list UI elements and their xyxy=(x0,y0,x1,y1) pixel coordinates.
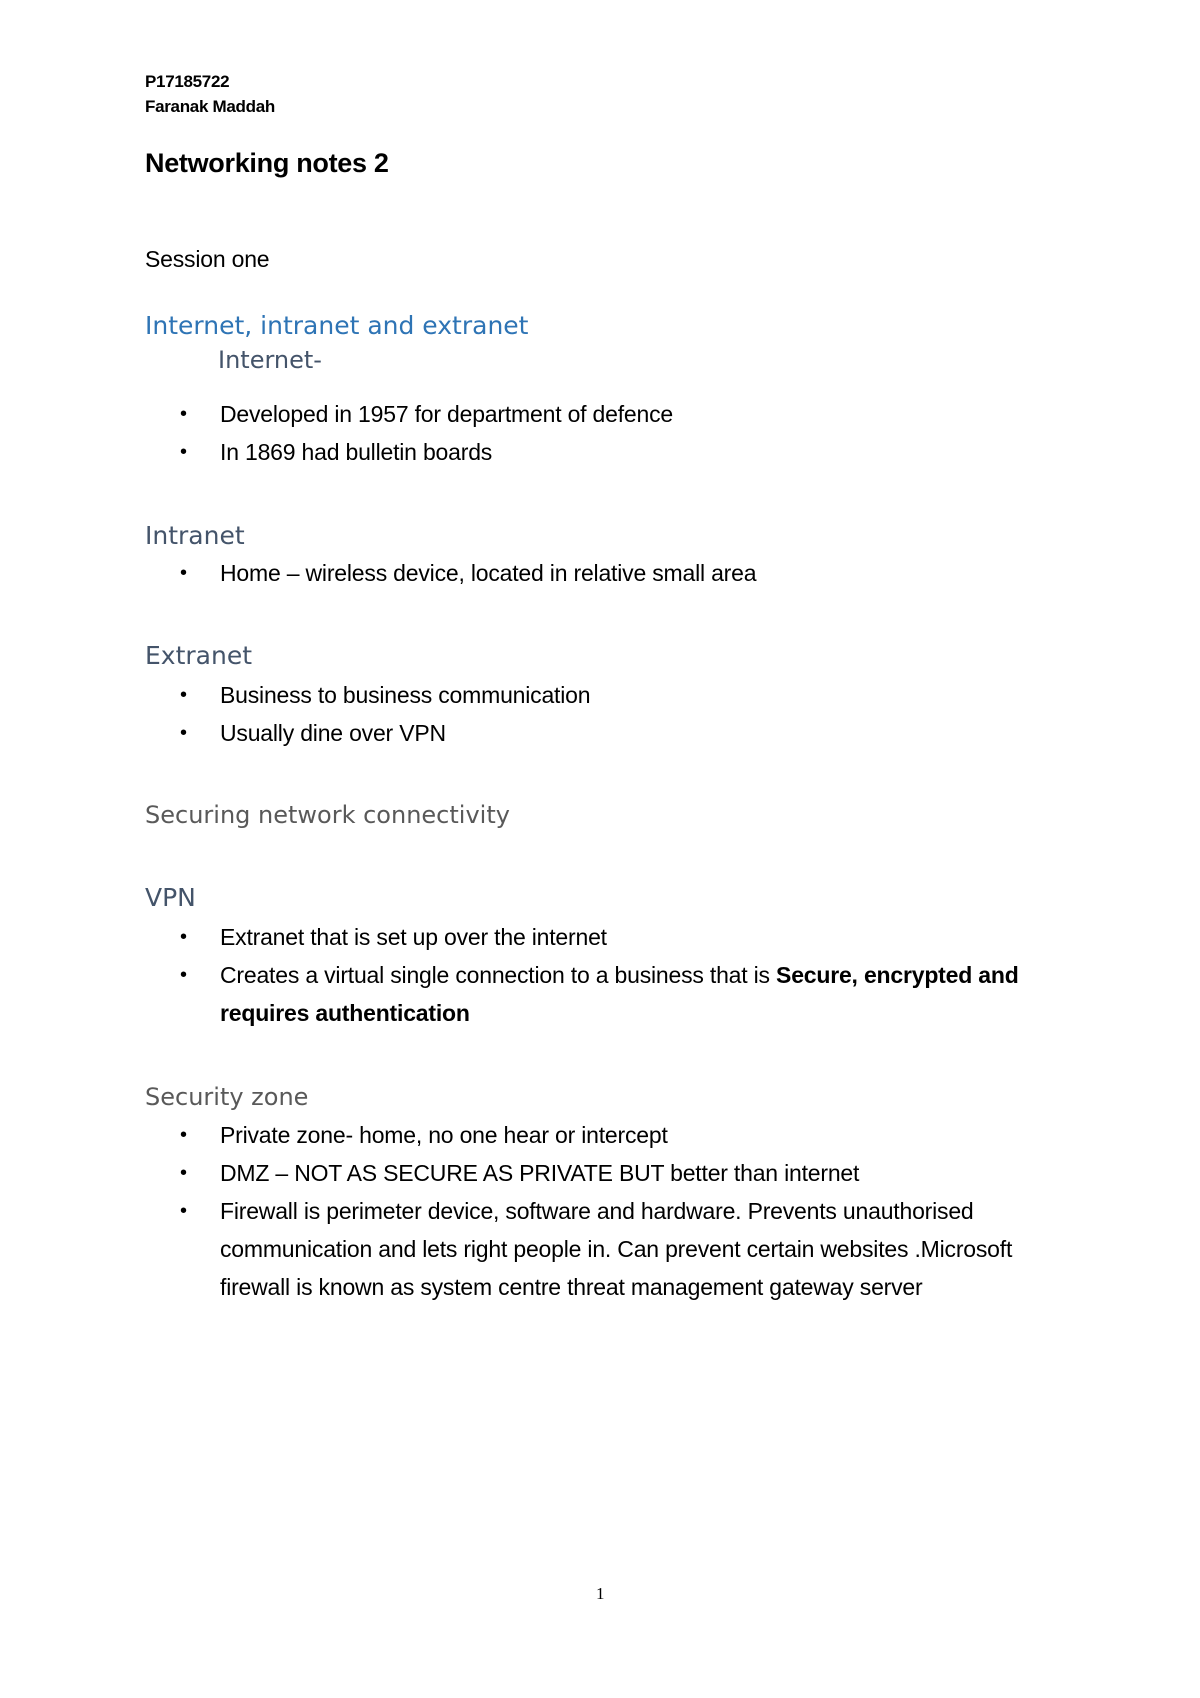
vpn-text-bold: Secure, encrypted and requires authentication xyxy=(220,962,1019,1026)
list-item-text: Extranet that is set up over the internet xyxy=(220,924,607,950)
heading-internet-intranet-extranet: Internet, intranet and extranet xyxy=(145,311,529,340)
session-label: Session one xyxy=(145,246,270,272)
list-item xyxy=(180,956,1060,1032)
list-item-text: DMZ – NOT AS SECURE AS PRIVATE BUT better than internet xyxy=(220,1160,860,1186)
list-item xyxy=(180,1154,1060,1192)
bullet-icon: • xyxy=(180,926,187,948)
list-item-text xyxy=(220,956,1060,1032)
list-item xyxy=(180,918,1060,956)
list-item xyxy=(180,1192,1060,1306)
heading-intranet: Intranet xyxy=(145,521,245,550)
bullet-icon: • xyxy=(180,441,187,463)
heading-security-zone: Security zone xyxy=(145,1083,309,1111)
student-id: P17185722 xyxy=(145,72,230,91)
list-item-text: Usually dine over VPN xyxy=(220,720,446,746)
heading-securing-network-connectivity: Securing network connectivity xyxy=(145,801,510,829)
list-item xyxy=(180,395,1060,433)
bullet-icon: • xyxy=(180,1162,187,1184)
list-item xyxy=(180,433,1060,471)
list-item xyxy=(180,554,1060,592)
list-item xyxy=(180,676,1060,714)
bullet-icon: • xyxy=(180,403,187,425)
list-item-text: Private zone- home, no one hear or intercept xyxy=(220,1122,668,1148)
subheading-internet: Internet- xyxy=(218,346,322,374)
list-item-text: Developed in 1957 for department of defence xyxy=(220,401,673,427)
bullet-icon: • xyxy=(180,562,187,584)
bullet-icon: • xyxy=(180,684,187,706)
list-item xyxy=(180,1116,1060,1154)
bullet-icon: • xyxy=(180,722,187,744)
author-name: Faranak Maddah xyxy=(145,97,275,116)
list-item-text: Firewall is perimeter device, software and hardware. Prevents unauthorised communication and lets right people in. Can prevent certain websites .Microsoft firewall is known as system centre threat management gateway server xyxy=(220,1198,1013,1300)
list-item xyxy=(180,714,1060,752)
heading-vpn: VPN xyxy=(145,883,196,912)
heading-extranet: Extranet xyxy=(145,641,253,670)
list-item-text: Business to business communication xyxy=(220,682,591,708)
vpn-text-normal: Creates a virtual single connection to a business that is xyxy=(220,962,777,988)
bullet-icon: • xyxy=(180,1200,187,1222)
bullet-icon: • xyxy=(180,964,187,986)
bullet-icon: • xyxy=(180,1124,187,1146)
list-item-text: Home – wireless device, located in relative small area xyxy=(220,560,757,586)
page-number: 1 xyxy=(596,1584,605,1603)
list-item-text: In 1869 had bulletin boards xyxy=(220,439,493,465)
page-title: Networking notes 2 xyxy=(145,148,389,178)
